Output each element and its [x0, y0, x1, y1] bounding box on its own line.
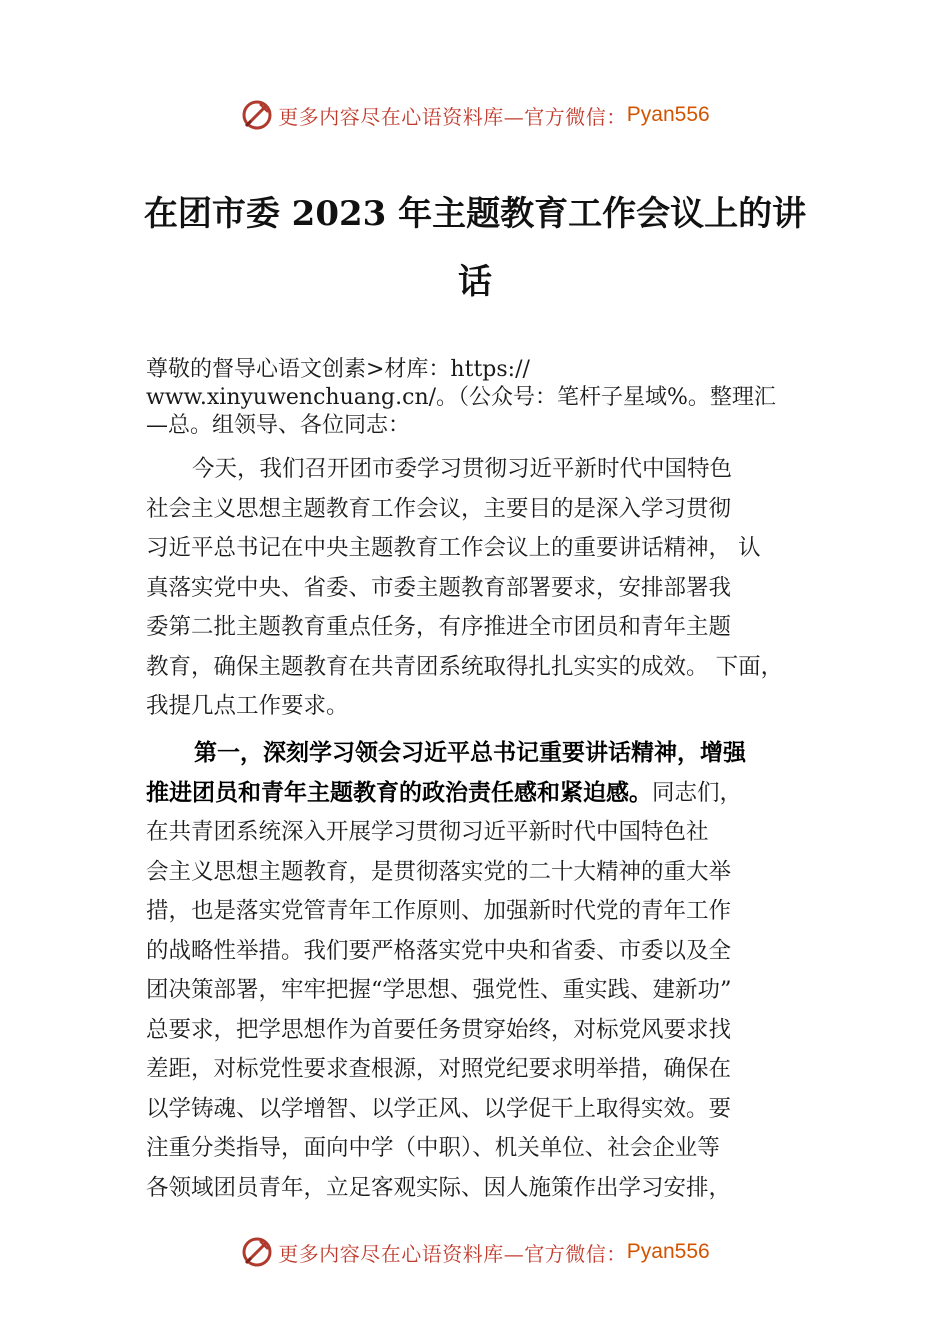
- paragraph-line: 社会主义思想主题教育工作会议，主要目的是深入学习贯彻: [146, 495, 732, 522]
- footer-banner: [0, 1230, 950, 1274]
- salutation-line: 尊敬的督导心语文创素>材库：https://: [146, 357, 530, 382]
- paragraph-line: 教育，确保主题教育在共青团系统取得扎扎实实的成效。 下面，: [146, 653, 784, 680]
- paragraph-line: 今天，我们召开团市委学习贯彻习近平新时代中国特色: [192, 456, 733, 482]
- page-title: [120, 180, 830, 316]
- paragraph-line: 各领域团员青年，立足客观实际、因人施策作出学习安排，: [146, 1174, 732, 1201]
- banner-text: 更多内容尽在心语资料库—官方微信：: [278, 1241, 627, 1266]
- paragraph-line: 注重分类指导，面向中学（中职）、机关单位、社会企业等: [146, 1135, 720, 1161]
- paragraph-line: 团决策部署，牢牢把握“学思想、强党性、重实践、建新功”: [146, 977, 732, 1003]
- banner-wechat-id: Pyan556: [626, 103, 710, 126]
- banner-text: 更多内容尽在心语资料库—官方微信：: [278, 104, 627, 129]
- section-line-tail: 同志们，: [652, 779, 743, 806]
- section-heading-line-1: 第一，深刻学习领会习近平总书记重要讲话精神，增强: [194, 740, 746, 766]
- paragraph-line: 在共青团系统深入开展学习贯彻习近平新时代中国特色社: [146, 819, 709, 845]
- paragraph-line: 我提几点工作要求。: [146, 693, 349, 719]
- paragraph-line: 真落实党中央、省委、市委主题教育部署要求，安排部署我: [146, 574, 732, 601]
- paragraph-line: 差距，对标党性要求查根源，对照党纪要求明举措，确保在: [146, 1056, 732, 1082]
- salutation-line: —总。组领导、各位同志：: [146, 413, 411, 438]
- section-heading-line-2-wrapper: [146, 774, 836, 814]
- salutation-line: www.xinyuwenchuang.cn/。（公众号：笔杆子星域%。整理汇: [146, 385, 776, 410]
- title-line-1: 在团市委 2023 年主题教育工作会议上的讲: [143, 194, 807, 234]
- pen-logo-icon: [240, 1235, 274, 1269]
- paragraph-line: 的战略性举措。我们要严格落实党中央和省委、市委以及全: [146, 937, 732, 964]
- section-heading-line-2: 推进团员和青年主题教育的政治责任感和紧迫感。: [146, 779, 652, 806]
- title-line-2: 话: [458, 262, 492, 302]
- intro-paragraph: [146, 450, 836, 727]
- paragraph-line: 措，也是落实党管青年工作原则、加强新时代党的青年工作: [146, 898, 732, 924]
- paragraph-line: 会主义思想主题教育，是贯彻落实党的二十大精神的重大举: [146, 858, 732, 885]
- paragraph-line: 以学铸魂、以学增智、以学正风、以学促干上取得实效。要: [146, 1095, 732, 1122]
- banner-wechat-id: Pyan556: [626, 1240, 710, 1263]
- salutation: [146, 356, 836, 440]
- header-banner: [0, 93, 950, 137]
- paragraph-line: 总要求，把学思想作为首要任务贯穿始终，对标党风要求找: [146, 1016, 732, 1043]
- pen-logo-icon: [240, 98, 274, 132]
- section-1-paragraph: [146, 734, 836, 1208]
- paragraph-line: 委第二批主题教育重点任务，有序推进全市团员和青年主题: [146, 614, 732, 640]
- paragraph-line: 习近平总书记在中央主题教育工作会议上的重要讲话精神， 认: [146, 535, 761, 561]
